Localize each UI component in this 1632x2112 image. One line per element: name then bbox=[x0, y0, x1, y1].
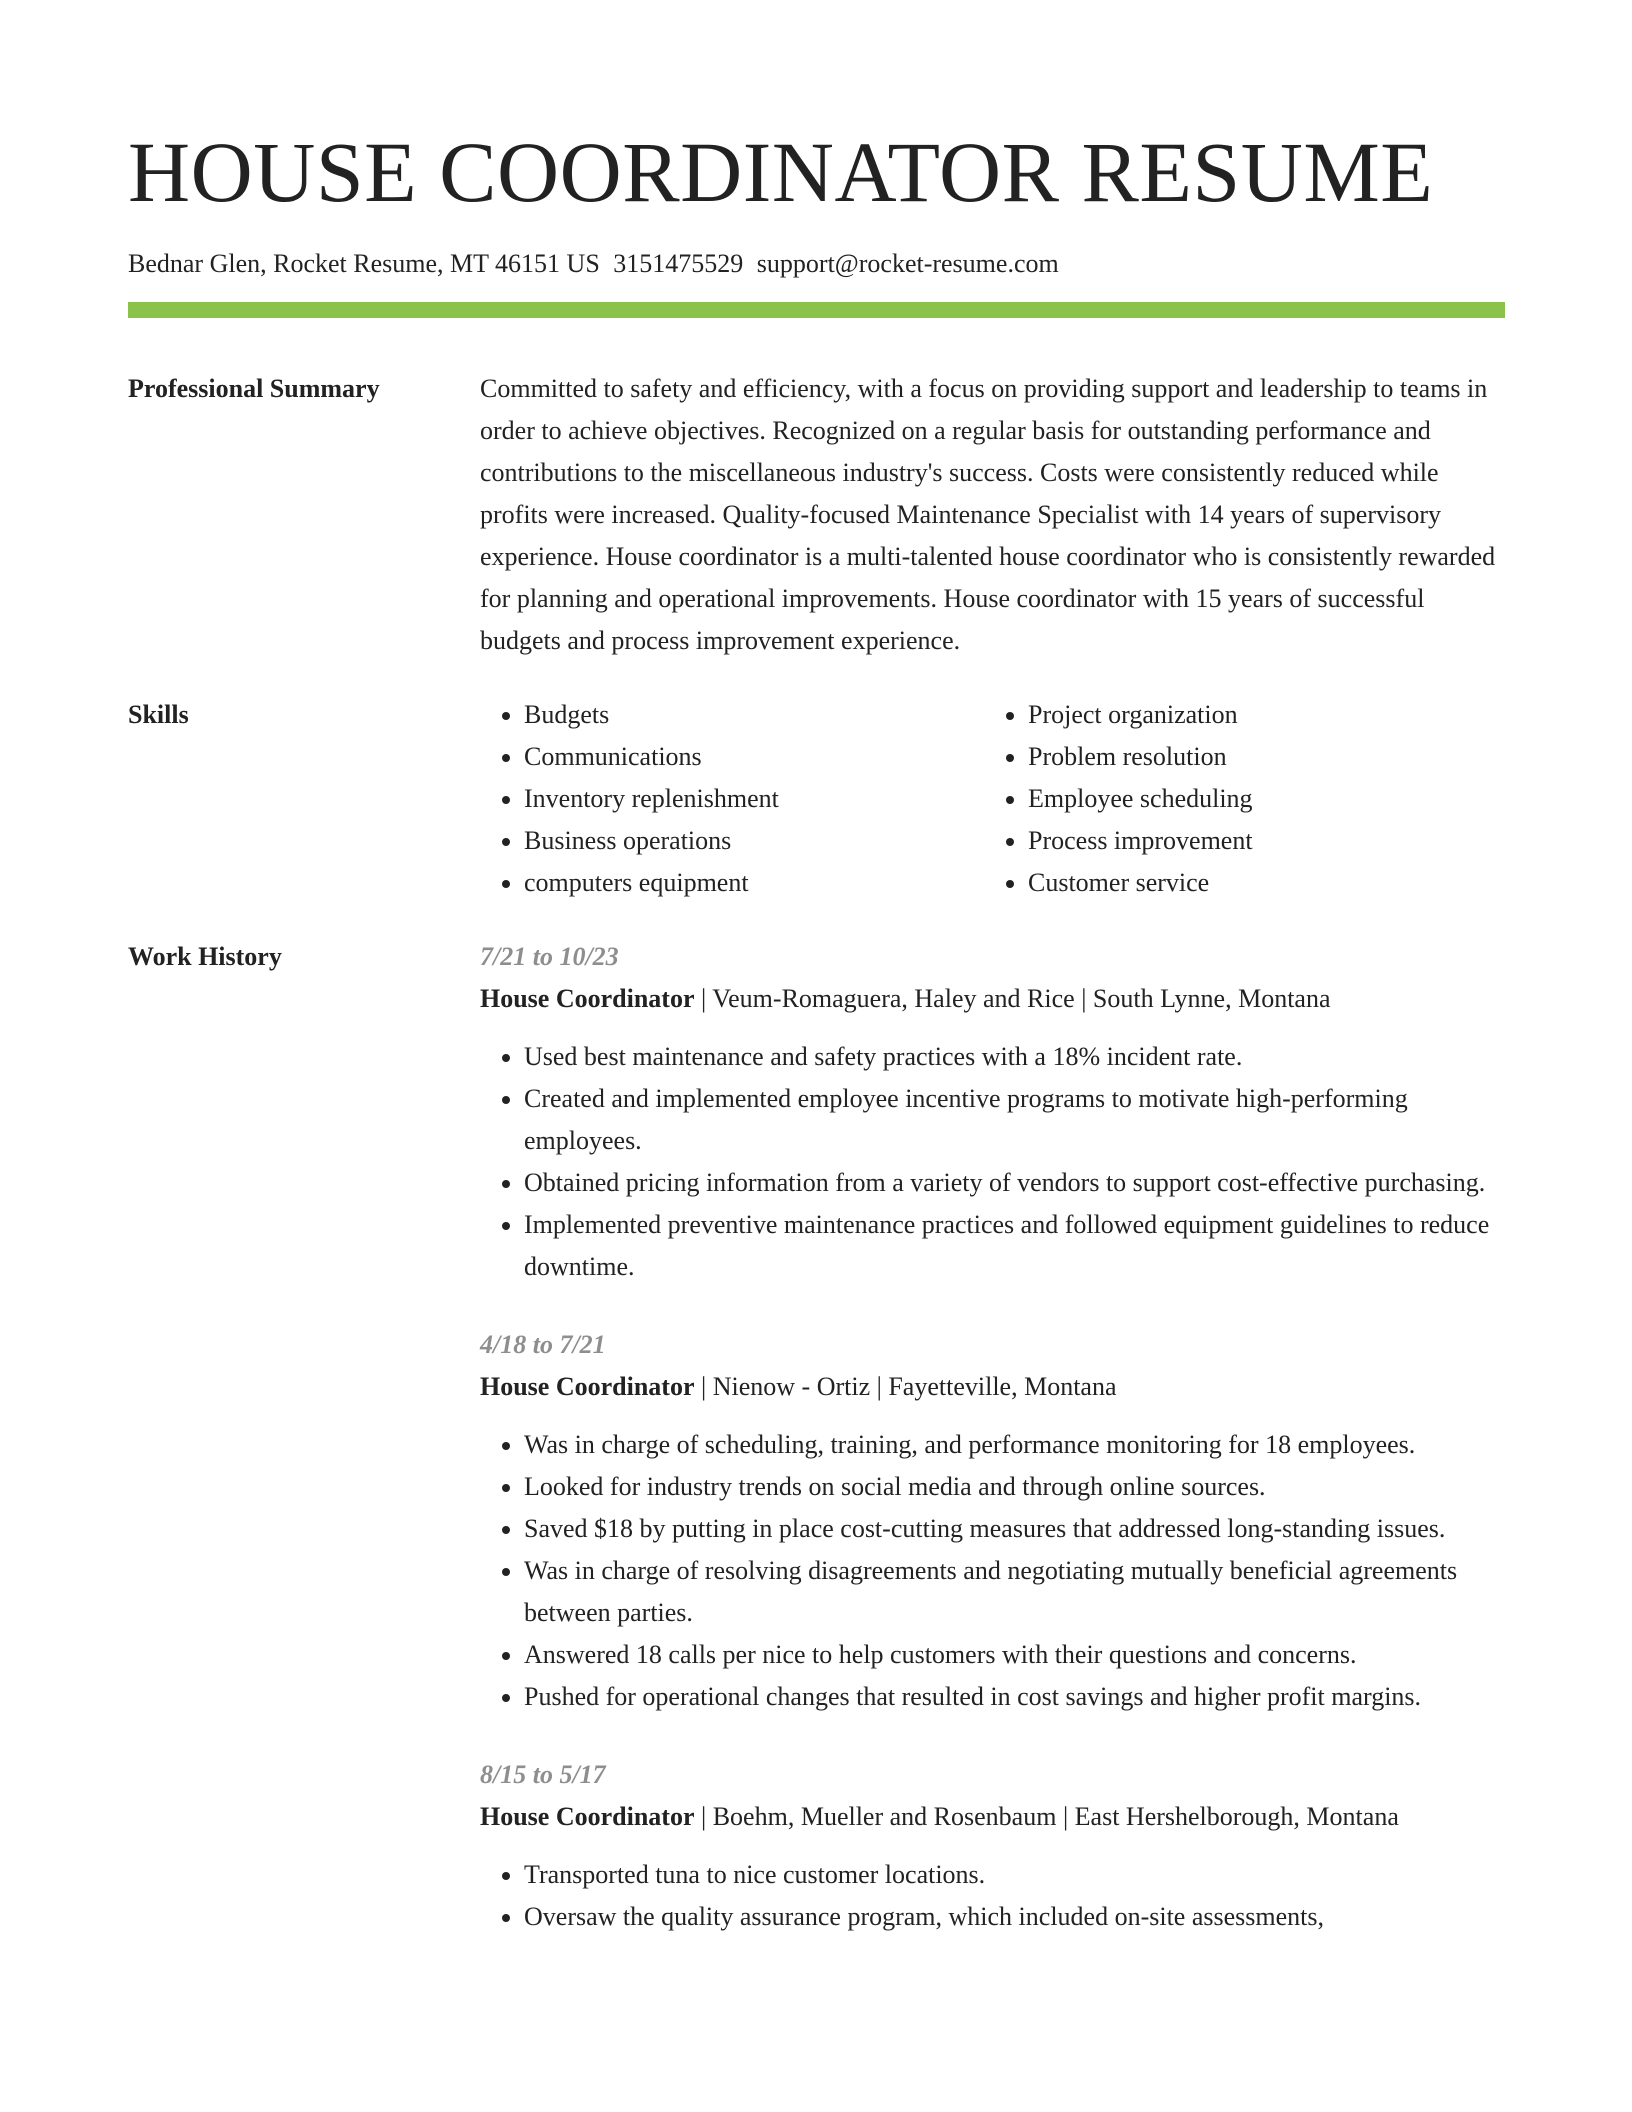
resume-title: HOUSE COORDINATOR RESUME bbox=[128, 124, 1434, 220]
job-role: House Coordinator bbox=[480, 1802, 695, 1831]
job-bullet: • Used best maintenance and safety practices with a 18% incident rate. bbox=[524, 1036, 1505, 1078]
job-heading: House Coordinator | Veum-Romaguera, Haley and Rice | South Lynne, Montana bbox=[480, 984, 1331, 1013]
job-bullet: • Was in charge of resolving disagreements and negotiating mutually beneficial agreements between parties. bbox=[524, 1550, 1505, 1634]
job-company: Boehm, Mueller and Rosenbaum bbox=[712, 1802, 1057, 1831]
job-bullet: • Oversaw the quality assurance program, which included on-site assessments, bbox=[524, 1896, 1505, 1938]
section-label-work: Work History bbox=[128, 942, 282, 971]
skill-item: • Project organization bbox=[1028, 694, 1488, 736]
job-bullet: • Answered 18 calls per nice to help customers with their questions and concerns. bbox=[524, 1634, 1505, 1676]
contact-address: Bednar Glen, Rocket Resume, MT 46151 US bbox=[128, 249, 600, 278]
job-bullet: • Was in charge of scheduling, training, and performance monitoring for 18 employees. bbox=[524, 1424, 1505, 1466]
professional-summary-section bbox=[128, 368, 1505, 662]
summary-text: Committed to safety and efficiency, with a focus on providing support and leadership to teams in order to achieve objectives. Recognized on a regular basis for outstanding performance and contributions to the miscellaneous industry's success. Costs were consistently reduced while profits were increased. Quality-focused Maintenance Specialist with 14 years of supervisory experience. House coordinator is a multi-talented house coordinator who is consistently rewarded for planning and operational improvements. House coordinator with 15 years of successful budgets and process improvement experience. bbox=[480, 374, 1496, 655]
skill-item: • Inventory replenishment bbox=[524, 778, 984, 820]
skills-list-left bbox=[480, 694, 984, 904]
section-label-summary: Professional Summary bbox=[128, 374, 380, 403]
resume-page bbox=[128, 0, 1505, 1974]
skill-item: • Problem resolution bbox=[1028, 736, 1488, 778]
contact-phone: 3151475529 bbox=[613, 249, 744, 278]
skill-item: • Customer service bbox=[1028, 862, 1488, 904]
job-bullets bbox=[480, 1036, 1505, 1288]
job-dates: 8/15 to 5/17 bbox=[480, 1760, 606, 1789]
work-history-section bbox=[128, 936, 1505, 1974]
job-entry bbox=[480, 1754, 1505, 1938]
skill-item: • Budgets bbox=[524, 694, 984, 736]
job-location: Fayetteville, Montana bbox=[888, 1372, 1117, 1401]
skill-item: • Employee scheduling bbox=[1028, 778, 1488, 820]
skill-item: • Process improvement bbox=[1028, 820, 1488, 862]
job-bullet: • Created and implemented employee incentive programs to motivate high-performing employees. bbox=[524, 1078, 1505, 1162]
skill-item: • Communications bbox=[524, 736, 984, 778]
job-heading: House Coordinator | Nienow - Ortiz | Fayetteville, Montana bbox=[480, 1372, 1117, 1401]
header-divider bbox=[128, 302, 1505, 318]
job-location: East Hershelborough, Montana bbox=[1074, 1802, 1399, 1831]
contact-email: support@rocket-resume.com bbox=[756, 249, 1059, 278]
work-body bbox=[480, 936, 1505, 1974]
skill-item: • Business operations bbox=[524, 820, 984, 862]
job-dates: 4/18 to 7/21 bbox=[480, 1330, 606, 1359]
contact-line bbox=[128, 248, 1505, 280]
section-label-skills: Skills bbox=[128, 700, 189, 729]
job-entry bbox=[480, 936, 1505, 1288]
job-heading: House Coordinator | Boehm, Mueller and Rosenbaum | East Hershelborough, Montana bbox=[480, 1802, 1399, 1831]
skill-item: • computers equipment bbox=[524, 862, 984, 904]
job-role: House Coordinator bbox=[480, 984, 695, 1013]
job-bullet: • Saved $18 by putting in place cost-cutting measures that addressed long-standing issues. bbox=[524, 1508, 1505, 1550]
job-company: Veum-Romaguera, Haley and Rice bbox=[712, 984, 1075, 1013]
job-role: House Coordinator bbox=[480, 1372, 695, 1401]
job-bullet: • Obtained pricing information from a variety of vendors to support cost-effective purchasing. bbox=[524, 1162, 1505, 1204]
job-entry bbox=[480, 1324, 1505, 1718]
job-bullet: • Pushed for operational changes that resulted in cost savings and higher profit margins. bbox=[524, 1676, 1505, 1718]
summary-body bbox=[480, 368, 1505, 662]
job-dates: 7/21 to 10/23 bbox=[480, 942, 619, 971]
job-company: Nienow - Ortiz bbox=[712, 1372, 871, 1401]
job-location: South Lynne, Montana bbox=[1092, 984, 1331, 1013]
job-bullets bbox=[480, 1854, 1505, 1938]
job-bullets bbox=[480, 1424, 1505, 1718]
skills-list-right bbox=[984, 694, 1488, 904]
skills-section bbox=[128, 694, 1505, 904]
job-bullet: • Transported tuna to nice customer locations. bbox=[524, 1854, 1505, 1896]
skills-body bbox=[480, 694, 1505, 904]
job-bullet: • Looked for industry trends on social media and through online sources. bbox=[524, 1466, 1505, 1508]
job-bullet: • Implemented preventive maintenance practices and followed equipment guidelines to reduce downtime. bbox=[524, 1204, 1505, 1288]
